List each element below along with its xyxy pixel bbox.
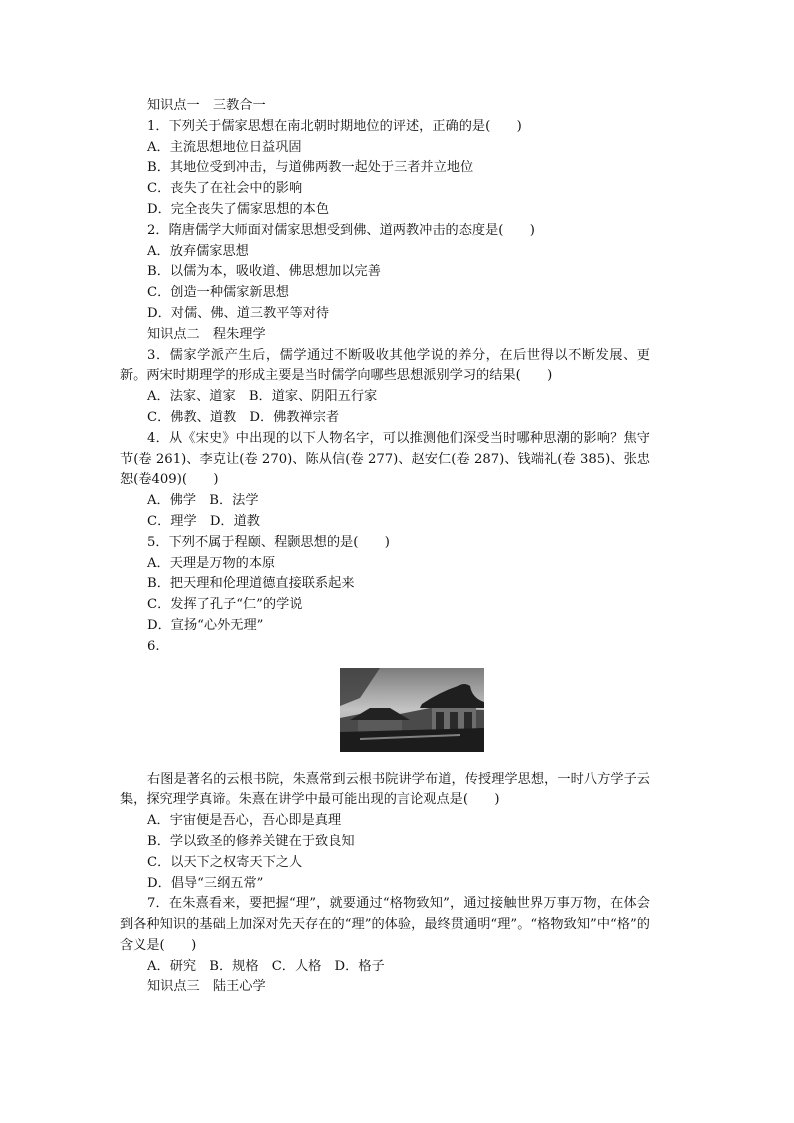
option: B．把天理和伦理道德直接联系起来	[147, 576, 355, 592]
option: D．对儒、佛、道三教平等对待	[147, 305, 330, 321]
option: A．佛学 B．法学	[147, 493, 259, 509]
option: D．宣扬“心外无理”	[147, 617, 264, 633]
option: A．研究 B．规格 C．人格 D．格子	[147, 958, 385, 974]
option: A．宇宙便是吾心，吾心即是真理	[147, 813, 342, 829]
option: C．理学 D．道教	[147, 513, 260, 529]
option: C．创造一种儒家新思想	[147, 285, 289, 301]
option: A．放弃儒家思想	[147, 243, 249, 259]
option: C．佛教、道教 D．佛教禅宗者	[147, 409, 340, 425]
photo-container	[120, 658, 650, 770]
option: B．以儒为本，吸收道、佛思想加以完善	[147, 264, 381, 280]
question-stem: 右图是著名的云根书院，朱熹常到云根书院讲学布道，传授理学思想，一时八方学子云集，探究理学真谛。朱熹在讲学中最可能出现的言论观点是( )	[120, 771, 650, 808]
option: D．完全丧失了儒家思想的本色	[147, 201, 330, 217]
academy-photo	[340, 668, 484, 752]
section-title: 知识点二 程朱理学	[147, 326, 266, 342]
question-stem: 2．隋唐儒学大师面对儒家思想受到佛、道两教冲击的态度是( )	[147, 222, 535, 238]
question-stem: 7．在朱熹看来，要把握“理”，就要通过“格物致知”，通过接触世界万事万物，在体会到各种知识的基础上加深对先天存在的“理”的体验，最终贯通明“理”。“格物致知”中“格”的含义是( )	[120, 896, 650, 953]
option: A．法家、道家 B．道家、阴阳五行家	[147, 389, 378, 405]
question-stem: 3．儒家学派产生后，儒学通过不断吸收其他学说的养分，在后世得以不断发展、更新。两宋时期理学的形成主要是当时儒学向哪些思想派别学习的结果( )	[120, 347, 650, 384]
section-title: 知识点三 陆王心学	[147, 979, 266, 995]
option: D．倡导“三纲五常”	[147, 875, 264, 891]
option: A．主流思想地位日益巩固	[147, 139, 302, 155]
option: C．以天下之权寄天下之人	[147, 854, 303, 870]
section-title: 知识点一 三教合一	[147, 98, 266, 113]
worksheet	[120, 96, 650, 998]
option: C．丧失了在社会中的影响	[147, 181, 303, 197]
question-stem: 5．下列不属于程颐、程颢思想的是( )	[147, 534, 390, 550]
option: C．发挥了孔子“仁”的学说	[147, 597, 303, 613]
option: B．学以致圣的修养关键在于致良知	[147, 833, 355, 849]
question-stem: 1．下列关于儒家思想在南北朝时期地位的评述，正确的是( )	[147, 118, 522, 134]
question-number: 6.	[147, 638, 160, 654]
option: A．天理是万物的本原	[147, 555, 276, 571]
option: B．其地位受到冲击，与道佛两教一起处于三者并立地位	[147, 160, 474, 176]
question-stem: 4．从《宋史》中出现的以下人物名字，可以推测他们深受当时哪种思潮的影响？焦守节(卷 261)、李克让(卷 270)、陈从信(卷 277)、赵安仁(卷 287)、钱端礼(卷 385)、张忠恕(卷409)( )	[120, 430, 650, 488]
